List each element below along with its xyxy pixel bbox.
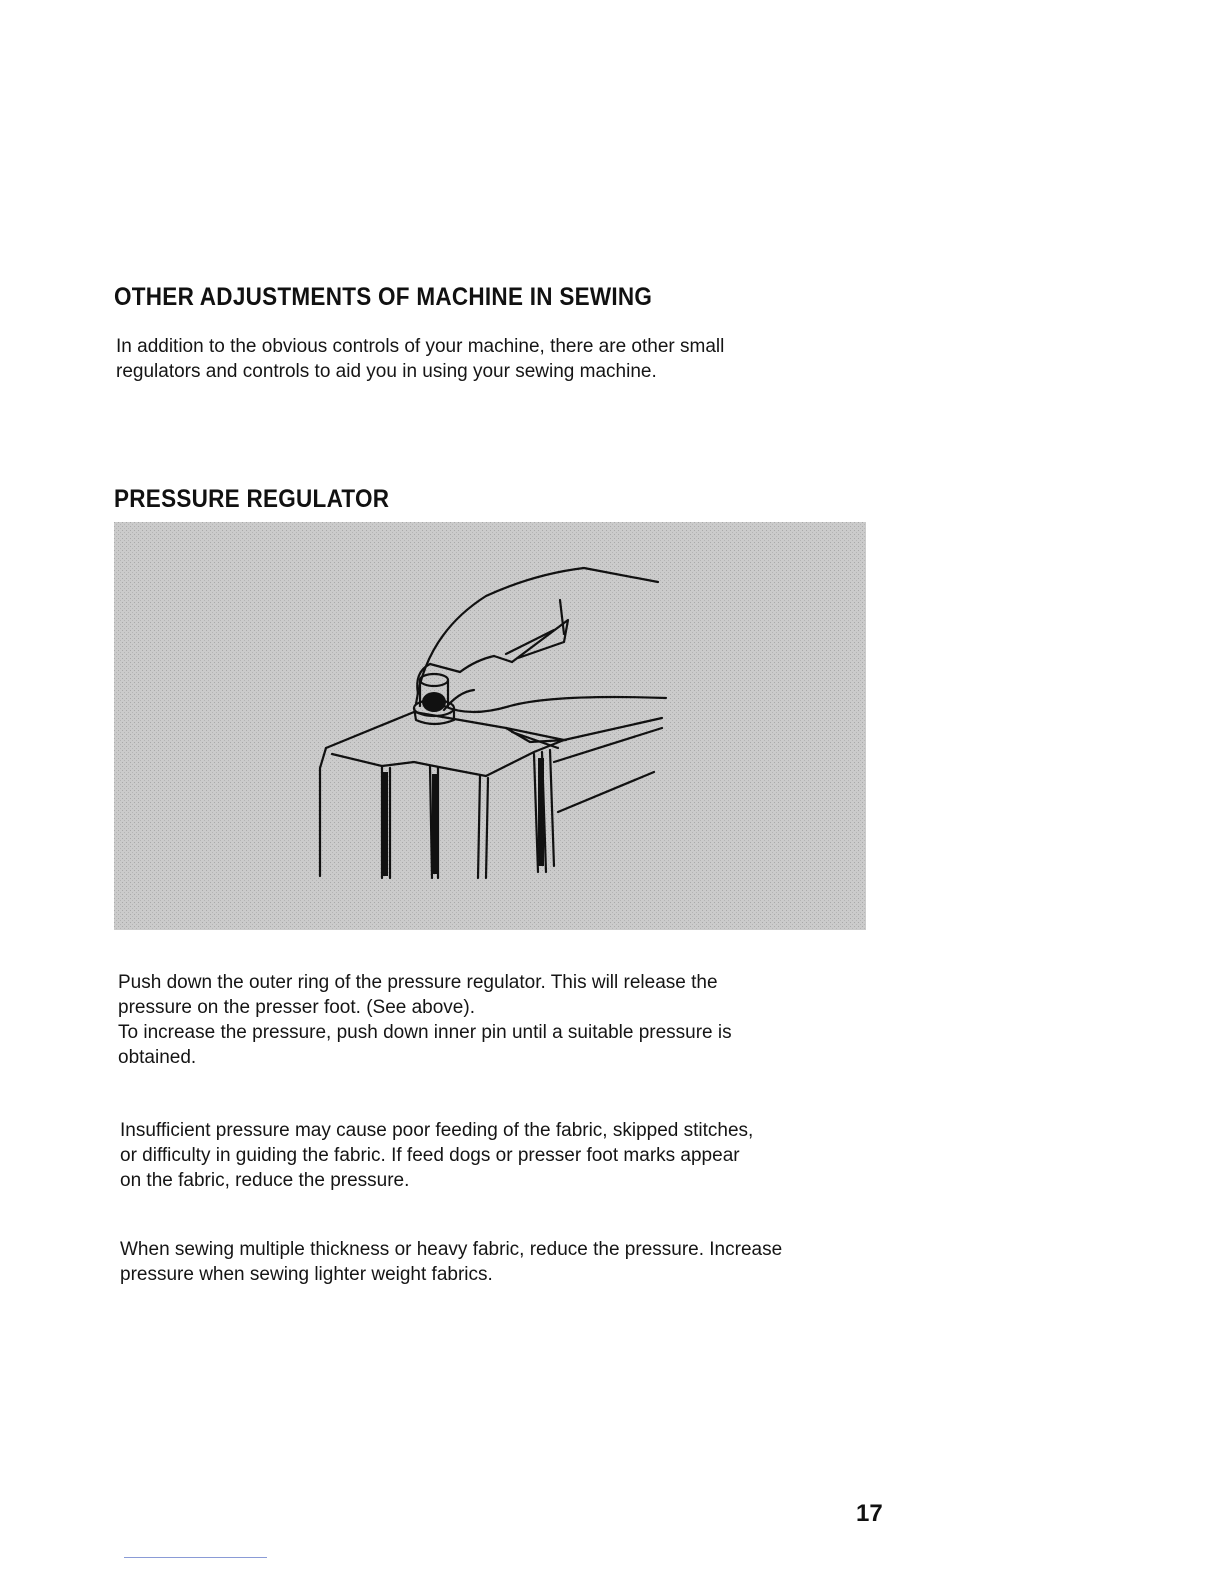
insufficient-line: on the fabric, reduce the pressure. xyxy=(120,1170,410,1191)
push-line: pressure on the presser foot. (See above). xyxy=(118,997,475,1018)
intro-line: regulators and controls to aid you in using your sewing machine. xyxy=(116,361,657,382)
push-line: Push down the outer ring of the pressure regulator. This will release the xyxy=(118,972,718,993)
insufficient-pressure-paragraph xyxy=(120,1118,753,1193)
pressure-regulator-illustration xyxy=(114,522,866,930)
when-line: pressure when sewing lighter weight fabrics. xyxy=(120,1264,493,1285)
section-title: OTHER ADJUSTMENTS OF MACHINE IN SEWING xyxy=(114,283,653,311)
intro-paragraph xyxy=(116,334,724,384)
push-line: obtained. xyxy=(118,1047,197,1068)
intro-line: In addition to the obvious controls of your machine, there are other small xyxy=(116,336,725,357)
insufficient-line: or difficulty in guiding the fabric. If feed dogs or presser foot marks appear xyxy=(120,1145,740,1166)
heavy-fabric-paragraph xyxy=(120,1237,782,1287)
pressure-regulator-title: PRESSURE REGULATOR xyxy=(114,485,390,513)
footer-divider xyxy=(124,1557,267,1558)
push-line: To increase the pressure, push down inner pin until a suitable pressure is xyxy=(118,1022,732,1043)
push-down-paragraph xyxy=(118,970,732,1070)
when-line: When sewing multiple thickness or heavy fabric, reduce the pressure. Increase xyxy=(120,1239,783,1260)
insufficient-line: Insufficient pressure may cause poor feeding of the fabric, skipped stitches, xyxy=(120,1120,754,1141)
hand-pressing-regulator-drawing xyxy=(114,522,866,930)
page-number: 17 xyxy=(856,1500,883,1527)
